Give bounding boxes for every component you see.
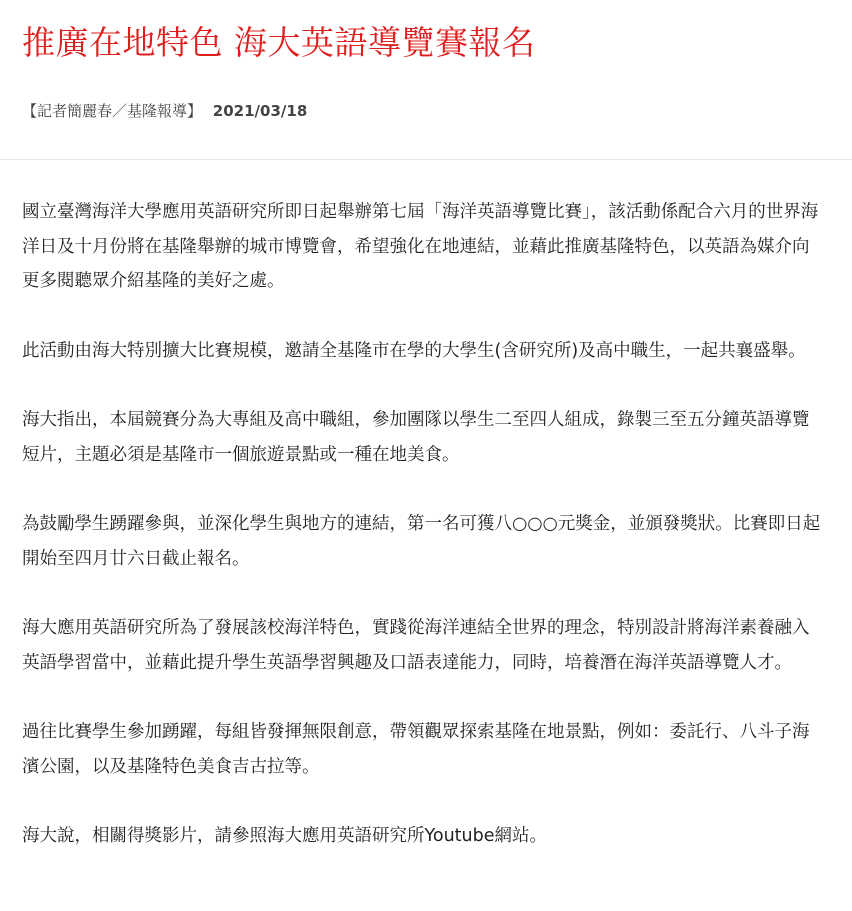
article-paragraph: 此活動由海大特別擴大比賽規模，邀請全基隆市在學的大學生(含研究所)及高中職生，一起共襄盛舉。 (22, 340, 806, 361)
article-paragraph: 過往比賽學生參加踴躍，每組皆發揮無限創意，帶領觀眾探索基隆在地景點，例如：委託行、八斗子海濱公園，以及基隆特色美食吉古拉等。 (22, 722, 810, 777)
article-body (22, 195, 822, 889)
article-paragraph: 國立臺灣海洋大學應用英語研究所即日起舉辦第七屆「海洋英語導覽比賽」，該活動係配合六月的世界海洋日及十月份將在基隆舉辦的城市博覽會，希望強化在地連結，並藉此推廣基隆特色，以英語為媒介向更多閱聽眾介紹基隆的美好之處。 (22, 202, 819, 291)
article-paragraph: 海大說，相關得獎影片，請參照海大應用英語研究所Youtube網站。 (22, 826, 547, 846)
publish-date: 2021/03/18 (212, 102, 308, 120)
article-header (0, 0, 852, 160)
article-title: 推廣在地特色 海大英語導覽賽報名 (22, 23, 536, 62)
article-paragraph: 海大應用英語研究所為了發展該校海洋特色，實踐從海洋連結全世界的理念，特別設計將海洋素養融入英語學習當中，並藉此提升學生英語學習興趣及口語表達能力，同時，培養潛在海洋英語導覽人才。 (22, 618, 810, 673)
reporter-credit: 【記者簡麗春／基隆報導】 (22, 102, 203, 120)
article-paragraph: 為鼓勵學生踴躍參與，並深化學生與地方的連結，第一名可獲八○○○元獎金，並頒發獎狀。比賽即日起開始至四月廿六日截止報名。 (22, 514, 821, 569)
article-paragraph: 海大指出，本屆競賽分為大專組及高中職組，參加團隊以學生二至四人組成，錄製三至五分鐘英語導覽短片，主題必須是基隆市一個旅遊景點或一種在地美食。 (22, 410, 810, 465)
byline (22, 99, 307, 123)
